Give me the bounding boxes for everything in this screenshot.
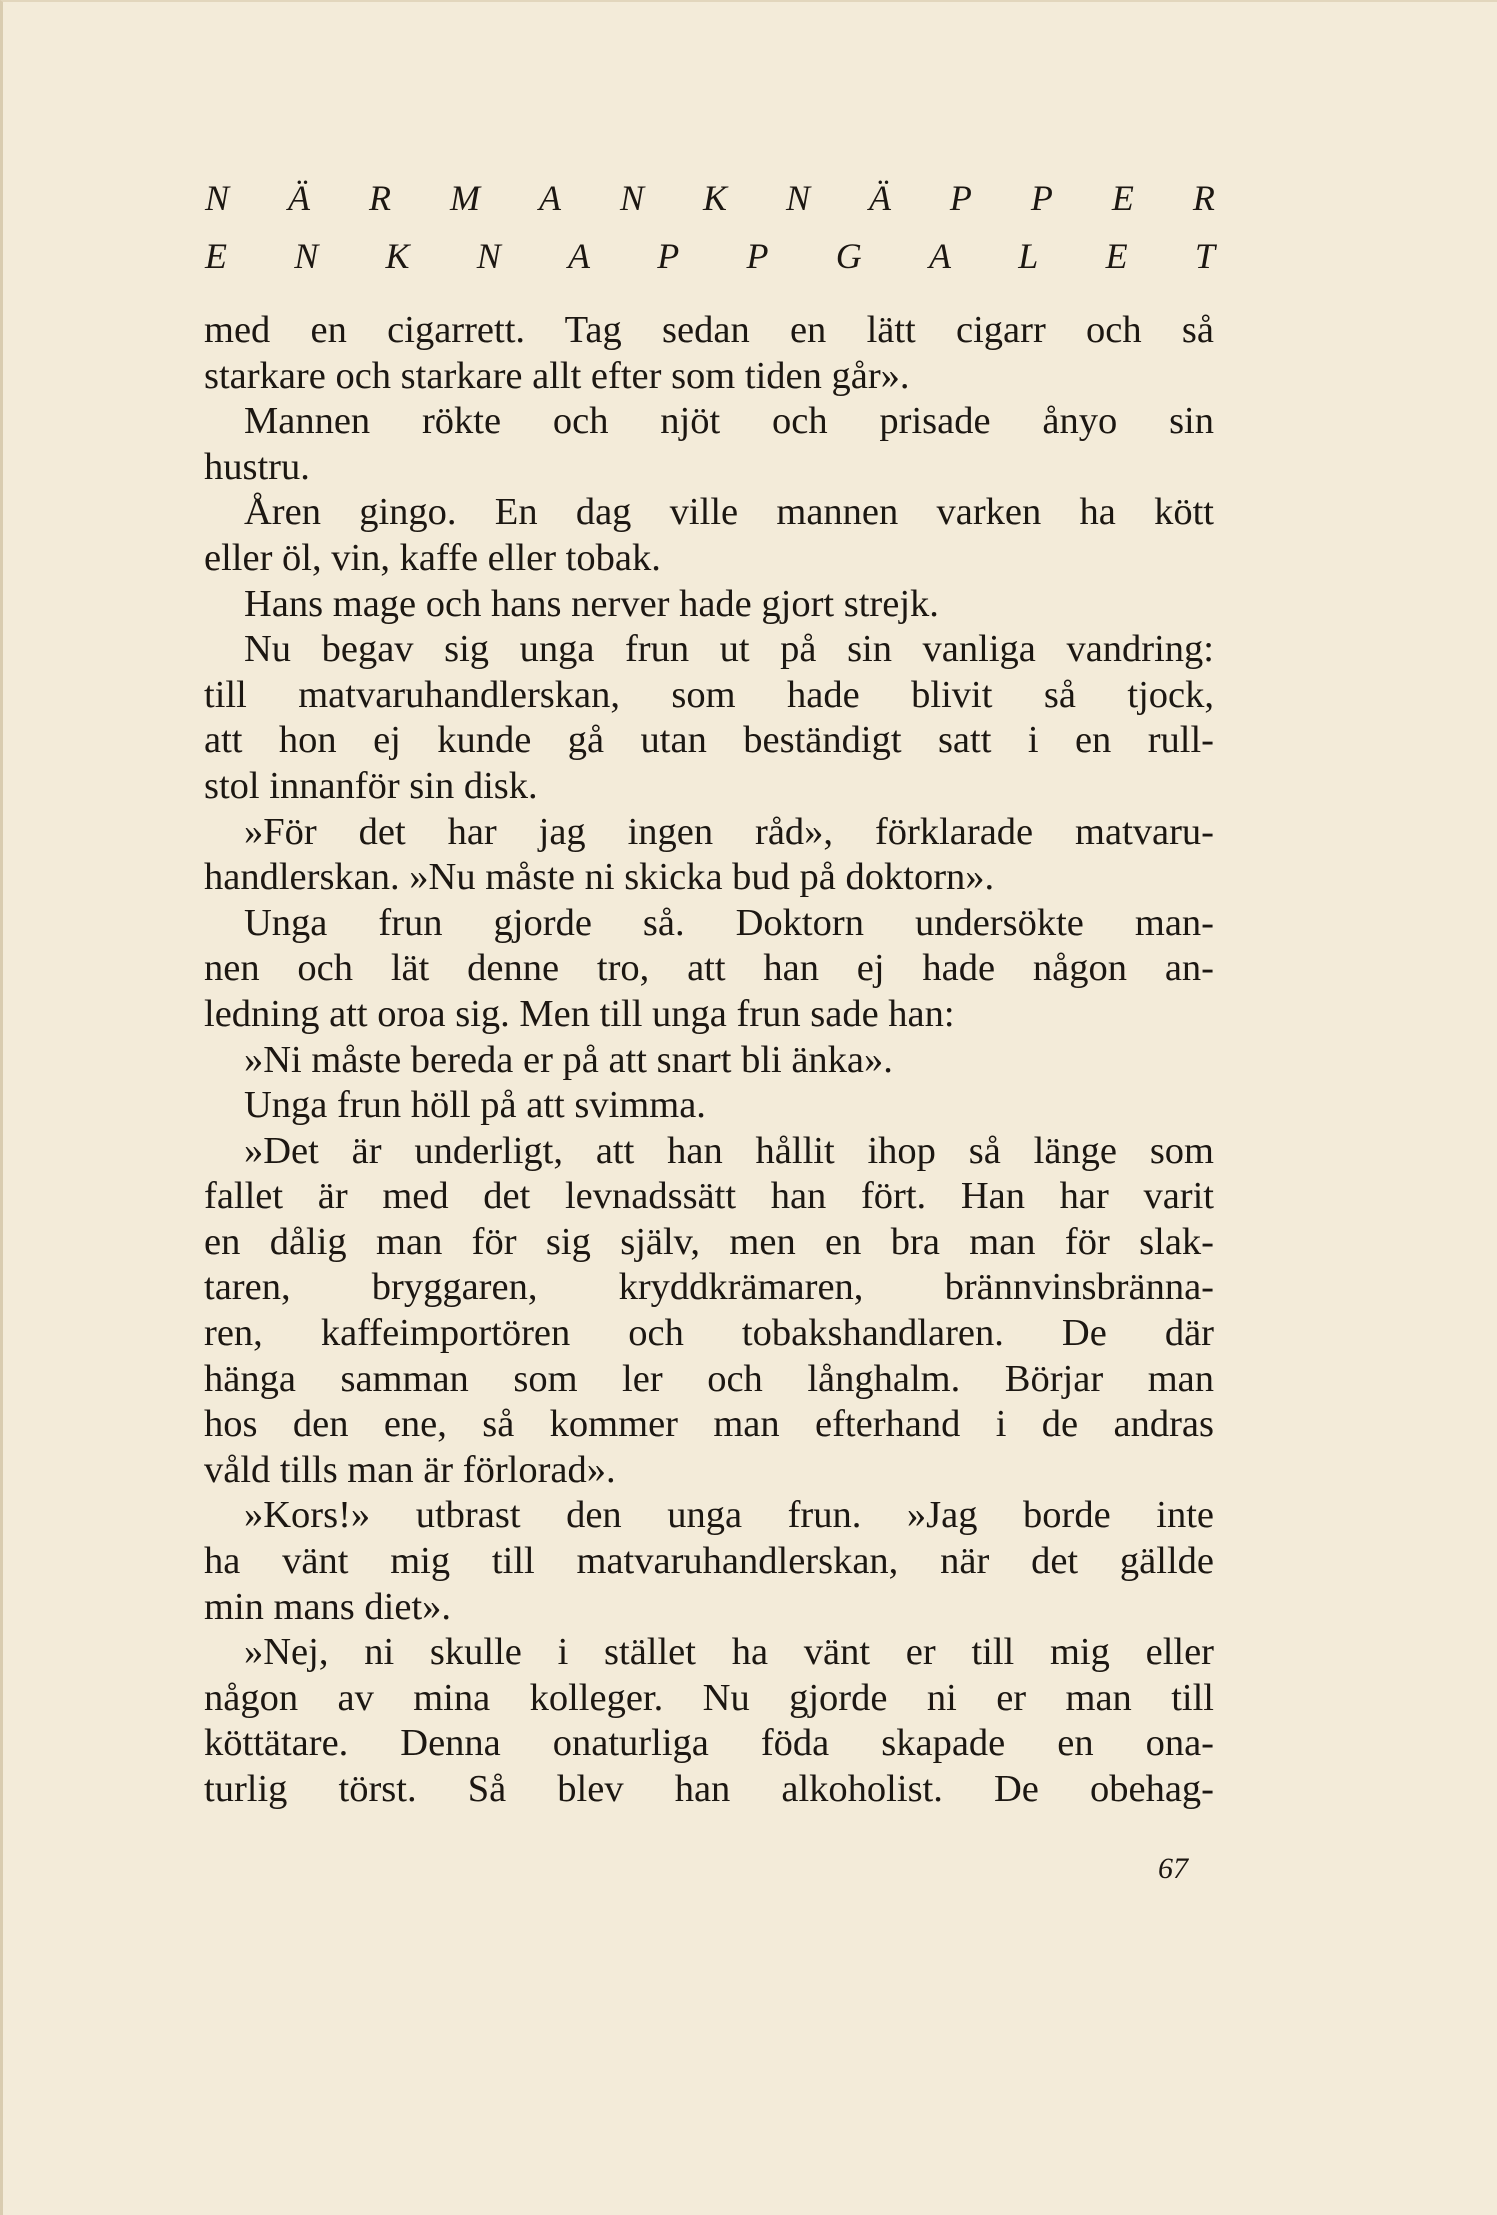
text-line: turlig törst. Så blev han alkoholist. De obehag- [204,1768,1214,1810]
running-head-letter: M [449,178,480,218]
text-line: ledning att oroa sig. Men till unga frun sade han: [204,992,955,1035]
running-head-letter: P [1030,178,1053,218]
running-head-letter: A [929,236,952,276]
running-head-letter: P [746,236,769,276]
text-line: handlerskan. »Nu måste ni skicka bud på doktorn». [204,856,995,899]
running-head-letter: N [205,178,230,218]
text-line: »För det har jag ingen råd», förklarade matvaru- [244,810,1214,853]
running-head-letter: K [702,178,727,218]
text-line: »Kors!» utbrast den unga frun. »Jag borde inte [244,1494,1214,1537]
running-head-letter: N [619,178,644,218]
text-line: nen och lät denne tro, att han ej hade någon an- [204,947,1214,990]
text-line: »Ni måste bereda er på att snart bli änka». [244,1038,893,1081]
text-line: hustru. [204,445,310,488]
running-head-letter: Ä [868,178,891,218]
text-line: en dålig man för sig själv, men en bra man för slak- [204,1220,1214,1263]
text-line: stol innanför sin disk. [204,764,538,807]
running-head-letter: T [1194,236,1215,276]
text-line: eller öl, vin, kaffe eller tobak. [204,536,661,579]
text-line: till matvaruhandlerskan, som hade blivit så tjock, [204,673,1214,716]
text-line: Hans mage och hans nerver hade gjort strejk. [244,582,939,625]
running-head-line-2 [205,238,1215,274]
text-line: någon av mina kolleger. Nu gjorde ni er man till [204,1676,1214,1719]
running-head-line-1 [205,180,1215,216]
text-line: köttätare. Denna onaturliga föda skapade en ona- [204,1722,1214,1765]
text-line: att hon ej kunde gå utan beständigt satt i en rull- [204,719,1214,762]
running-head-letter: K [385,236,410,276]
text-line: min mans diet». [204,1585,452,1628]
running-head-letter: L [1018,236,1039,276]
text-line: hos den ene, så kommer man efterhand i de andras [204,1403,1214,1446]
text-line: »Det är underligt, att han hållit ihop så länge som [244,1129,1214,1172]
running-head-letter: N [294,236,319,276]
text-line: Mannen rökte och njöt och prisade ånyo sin [244,400,1214,443]
text-line: med en cigarrett. Tag sedan en lätt cigarr och så [204,309,1214,351]
running-head-letter: Ä [288,178,310,218]
text-line: starkare och starkare allt efter som tiden går». [204,354,910,397]
text-line: ha vänt mig till matvaruhandlerskan, när det gällde [204,1540,1214,1583]
text-line: ren, kaffeimportören och tobakshandlaren. De där [204,1312,1214,1355]
text-line: Nu begav sig unga frun ut på sin vanliga vandring: [244,628,1214,671]
running-head-letter: A [568,236,591,276]
running-head-letter: N [785,178,810,218]
running-head-letter: G [835,236,862,276]
running-head-letter: E [1105,236,1128,276]
running-head-letter: N [476,236,501,276]
text-line: Unga frun gjorde så. Doktorn undersökte man- [244,901,1214,944]
text-line: taren, bryggaren, kryddkrämaren, brännvinsbränna- [204,1266,1214,1309]
running-head-letter: R [1192,178,1215,218]
running-head-letter: A [538,178,561,218]
text-line: Åren gingo. En dag ville mannen varken ha kött [244,491,1214,534]
running-head-letter: P [657,236,680,276]
running-head-letter: P [949,178,972,218]
text-line: Unga frun höll på att svimma. [244,1084,706,1127]
body-text [204,308,1214,1813]
running-head-letter: E [205,236,227,276]
page-number: 67 [1158,1852,1188,1885]
text-line: »Nej, ni skulle i stället ha vänt er till mig eller [244,1631,1214,1674]
running-head-letter: E [1111,178,1134,218]
text-line: våld tills man är förlorad». [204,1448,616,1491]
running-head-letter: R [368,178,391,218]
text-line: fallet är med det levnadssätt han fört. Han har varit [204,1175,1214,1218]
text-line: hänga samman som ler och långhalm. Börjar man [204,1357,1214,1400]
